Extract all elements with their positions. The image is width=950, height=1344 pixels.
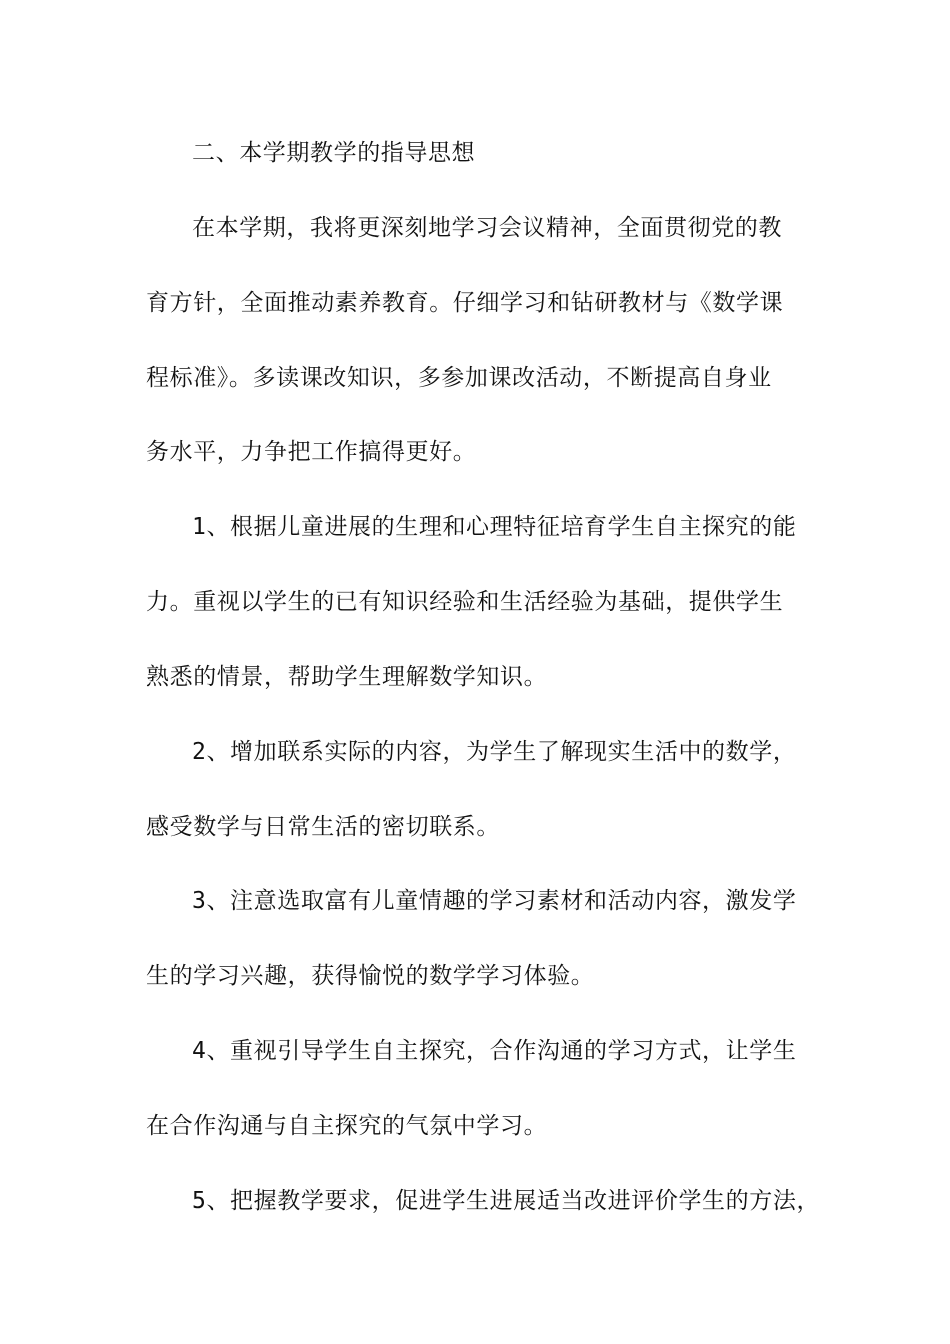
section-heading: 二、本学期教学的指导思想 (192, 140, 476, 166)
paragraph-line: 务水平，力争把工作搞得更好。 (146, 439, 477, 465)
list-item-line: 力。重视以学生的已有知识经验和生活经验为基础，提供学生 (146, 589, 784, 615)
list-item-line: 5、把握教学要求，促进学生进展适当改进评价学生的方法， (192, 1188, 821, 1214)
list-item-line: 1、根据儿童进展的生理和心理特征培育学生自主探究的能 (192, 514, 797, 540)
list-item-line: 4、重视引导学生自主探究，合作沟通的学习方式，让学生 (192, 1038, 797, 1064)
list-item-line: 生的学习兴趣，获得愉悦的数学学习体验。 (146, 963, 595, 989)
list-item-line: 3、注意选取富有儿童情趣的学习素材和活动内容，激发学 (192, 888, 797, 914)
paragraph-line: 在本学期，我将更深刻地学习会议精神，全面贯彻党的教 (192, 215, 782, 241)
list-item-line: 2、增加联系实际的内容，为学生了解现实生活中的数学， (192, 739, 797, 765)
list-item-line: 熟悉的情景，帮助学生理解数学知识。 (146, 664, 548, 690)
list-item-line: 在合作沟通与自主探究的气氛中学习。 (146, 1113, 548, 1139)
list-item-line: 感受数学与日常生活的密切联系。 (146, 814, 500, 840)
paragraph-line: 程标准》。多读课改知识，多参加课改活动，不断提高自身业 (146, 365, 772, 391)
paragraph-line: 育方针，全面推动素养教育。仔细学习和钻研教材与《数学课 (146, 290, 784, 316)
